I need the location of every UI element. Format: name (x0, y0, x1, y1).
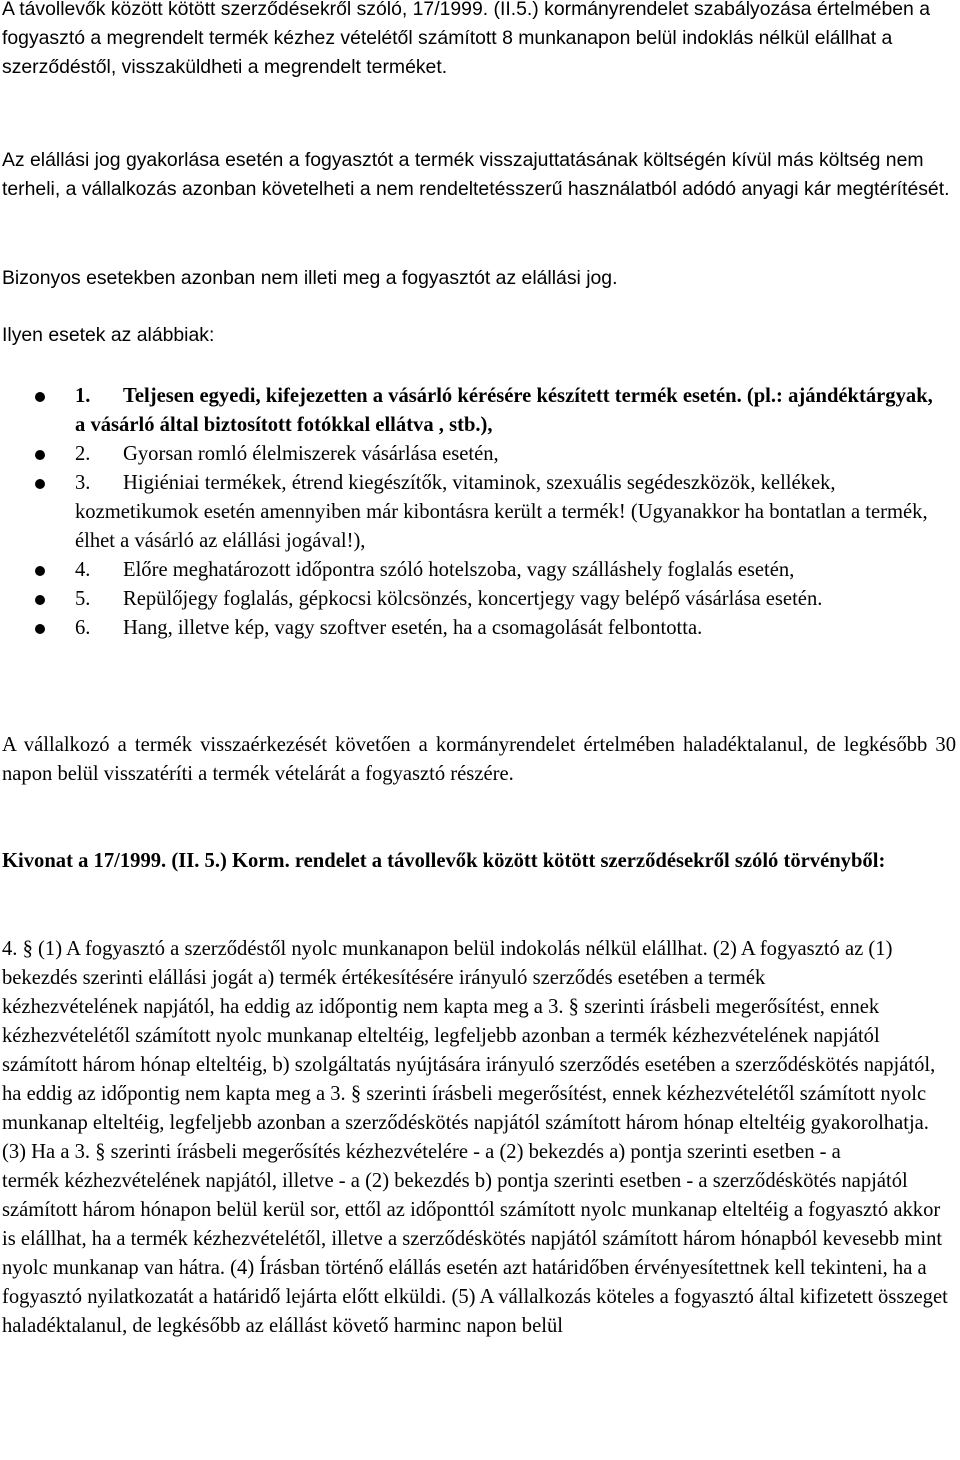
list-item (0, 440, 960, 469)
law-extract (2, 935, 956, 1341)
list-item (0, 585, 960, 614)
exceptions-list (0, 382, 960, 643)
list-item-number: 3. (75, 472, 91, 494)
list-item (0, 614, 960, 643)
list-item-text: Higiéniai termékek, étrend kiegészítők, vitaminok, szexuális segédeszközök, kellékek, kozmetikumok esetén amennyiben már kibontásra került a termék! (Ugyanakkor ha bontatlan a termék, élhet a vásárló az elállási jogával!), (75, 472, 928, 552)
refund-paragraph: A vállalkozó a termék visszaérkezését követően a kormányrendelet értelmében haladéktalanul, de legkésőbb 30 napon belül visszatéríti a termék vételárát a fogyasztó részére. (2, 734, 956, 785)
list-item-text: Előre meghatározott időpontra szóló hotelszoba, vagy szálláshely foglalás esetén, (123, 559, 795, 581)
bullet-icon (35, 624, 45, 634)
withdrawal-cost-paragraph: Az elállási jog gyakorlása esetén a fogyasztót a termék visszajuttatásának költségén kívül más költség nem terheli, a vállalkozás azonban követelheti a nem rendeltetésszerű használatból adódó anyagi kár megtérítését. (2, 149, 950, 200)
law-text-part: kézhezvételének napjától, ha eddig az időpontig nem kapta meg a 3. § szerinti írásbeli megerősítést, ennek kézhezvételétől számított nyolc munkanap elteltéig, legfeljebb azonban a termék kézhezvételének napjától számított három hónap elteltéig, b) szolgáltatás nyújtására irányuló szerződés esetében a szerződéskötés napjától, ha eddig az időpontig nem kapta meg a 3. § szerinti írásbeli megerősítést, ennek kézhezvételétől számított nyolc munkanap elteltéig, legfeljebb azonban a szerződéskötés napjától számított három hónap elteltéig gyakorolhatja. (3) Ha a 3. § szerinti írásbeli megerősítés kézhezvételére - a (2) bekezdés a) pontja szerinti esetben - a (2, 996, 936, 1163)
extract-heading: Kivonat a 17/1999. (II. 5.) Korm. rendelet a távollevők között kötött szerződésekről szóló törvényből: (2, 850, 886, 872)
list-item-text: Teljesen egyedi, kifejezetten a vásárló kérésére készített termék esetén. (pl.: ajándéktárgyak, a vásárló által biztosított fotókkal ellátva , stb.), (75, 385, 933, 436)
list-item-text: Gyorsan romló élelmiszerek vásárlása esetén, (123, 443, 499, 465)
list-item (0, 382, 935, 440)
intro-paragraph: A távollevők között kötött szerződésekről szóló, 17/1999. (II.5.) kormányrendelet szabályozása értelmében a fogyasztó a megrendelt termék kézhez vételétől számított 8 munkanapon belül indoklás nélkül elállhat a szerződéstől, visszaküldheti a megrendelt terméket. (2, 0, 931, 78)
list-item (0, 556, 955, 585)
exceptions-intro: Bizonyos esetekben azonban nem illeti meg a fogyasztót az elállási jog. (2, 267, 618, 289)
list-item-number: 1. (75, 385, 91, 407)
bullet-icon (35, 479, 45, 489)
list-item-number: 6. (75, 617, 91, 639)
list-item-text: Hang, illetve kép, vagy szoftver esetén, ha a csomagolását felbontotta. (123, 617, 703, 639)
list-item (0, 469, 960, 556)
list-item-number: 5. (75, 588, 91, 610)
bullet-icon (35, 450, 45, 460)
bullet-icon (35, 566, 45, 576)
list-item-text: Repülőjegy foglalás, gépkocsi kölcsönzés, koncertjegy vagy belépő vásárlása esetén. (123, 588, 823, 610)
bullet-icon (35, 595, 45, 605)
law-text-part: termék kézhezvételének napjától, illetve - a (2) bekezdés b) pontja szerinti esetben - a szerződéskötés napjától számított három hónapon belül kerül sor, ettől az időponttól számított nyolc munkanap elteltéig a fogyasztó akkor is elállhat, ha a termék kézhezvételétől, illetve a szerződéskötés napjától számított három hónapból kevesebb mint nyolc munkanap van hátra. (4) Írásban történő elállás esetén azt határidőben érvényesítettnek kell tekinteni, ha a fogyasztó nyilatkozatát a határidő lejárta előtt elküldi. (5) A vállalkozás köteles a fogyasztó által kifizetett összeget haladéktalanul, de legkésőbb az elállást követő harminc napon belül (2, 1170, 948, 1337)
bullet-icon (35, 392, 45, 402)
list-item-number: 4. (75, 559, 91, 581)
list-item-number: 2. (75, 443, 91, 465)
exceptions-lead: Ilyen esetek az alábbiak: (2, 324, 215, 346)
law-text-part: 4. § (1) A fogyasztó a szerződéstől nyolc munkanapon belül indokolás nélkül elállhat. (2) A fogyasztó az (1) bekezdés szerinti elállási jogát a) termék értékesítésére irányuló szerződés esetében a termék (2, 938, 893, 989)
